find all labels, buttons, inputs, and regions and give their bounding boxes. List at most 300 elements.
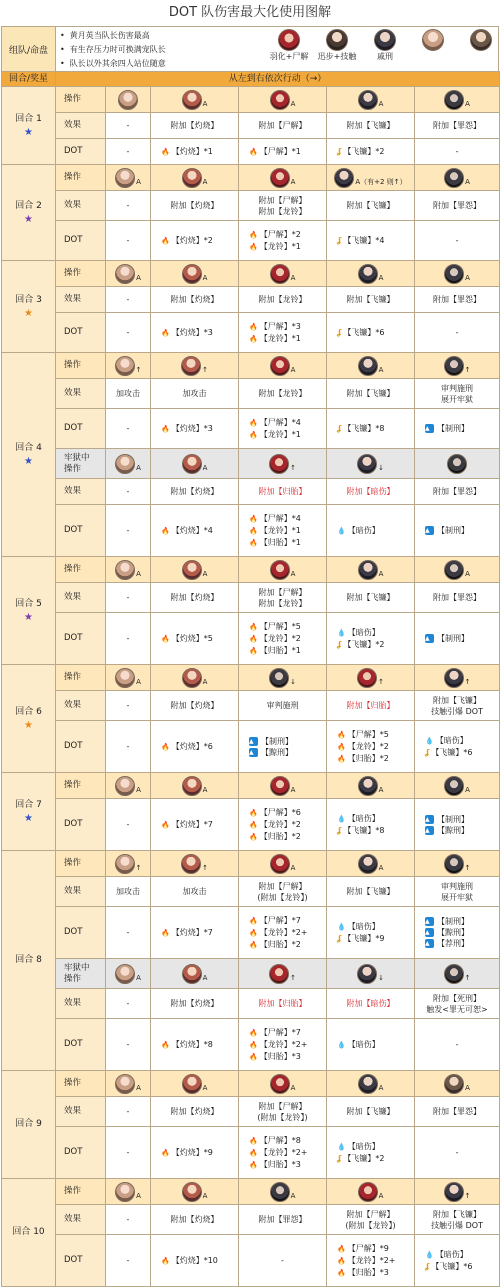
hero-avatar-icon bbox=[270, 356, 290, 376]
action-cell bbox=[151, 773, 239, 799]
dot-stack: 🔥 【尸解】*2 bbox=[249, 229, 326, 241]
hero-caption: 羽化+尸解 bbox=[269, 52, 309, 61]
action-cell bbox=[327, 773, 415, 799]
row-label: 效果 bbox=[56, 989, 106, 1019]
row-label: 牢狱中 操作 bbox=[56, 449, 106, 479]
action-cell bbox=[239, 449, 327, 479]
effect-cell: 附加【飞镰】 bbox=[327, 1097, 415, 1127]
hero-avatar-icon bbox=[182, 90, 202, 110]
dot-stack: ▲ 【黥刑】 bbox=[249, 747, 326, 758]
hero-avatar-icon bbox=[444, 854, 464, 874]
row-label: 效果 bbox=[56, 1097, 106, 1127]
round-cell bbox=[2, 1179, 56, 1287]
table-row bbox=[2, 851, 500, 877]
action-marker: A bbox=[136, 1083, 141, 1092]
action-cell bbox=[239, 959, 327, 989]
action-cell bbox=[415, 1071, 500, 1097]
effect-cell: - bbox=[106, 287, 151, 313]
effect-cell bbox=[415, 989, 500, 1019]
action-cell bbox=[151, 1179, 239, 1205]
action-marker: ↑ bbox=[135, 863, 142, 872]
row-label: DOT bbox=[56, 1235, 106, 1287]
dot-stack: ▲ 【制刑】 bbox=[425, 916, 499, 927]
dot-cell: - bbox=[106, 1235, 151, 1287]
hero-avatar-icon bbox=[115, 168, 135, 188]
dot-cell bbox=[239, 613, 327, 665]
action-cell bbox=[327, 959, 415, 989]
action-marker: A bbox=[378, 863, 384, 872]
note-item: • 黄月英当队长伤害最高 bbox=[60, 29, 166, 43]
round-cell bbox=[2, 851, 56, 1071]
table-row bbox=[2, 409, 500, 449]
row-label: DOT bbox=[56, 613, 106, 665]
effect-cell: 附加【暗伤】 bbox=[327, 479, 415, 505]
dot-cell bbox=[239, 505, 327, 557]
action-cell bbox=[106, 665, 151, 691]
dot-cell: - bbox=[239, 1235, 327, 1287]
row-label: DOT bbox=[56, 907, 106, 959]
effect-cell bbox=[239, 877, 327, 907]
dot-cell bbox=[327, 221, 415, 261]
effect-cell: - bbox=[106, 479, 151, 505]
dot-stack: 💧 【暗伤】 bbox=[425, 735, 499, 747]
action-cell bbox=[106, 959, 151, 989]
dot-stack: 🔥 【灼烧】*4 bbox=[161, 525, 238, 537]
dot-stack: 💧 【暗伤】 bbox=[337, 525, 414, 537]
hero-avatar-icon bbox=[181, 854, 201, 874]
dot-cell: - bbox=[415, 221, 500, 261]
round-column-header: 回合/奖星 bbox=[2, 72, 56, 87]
dot-stack: 💧 【暗伤】 bbox=[337, 921, 414, 933]
dot-cell: - bbox=[415, 313, 500, 353]
dot-cell: - bbox=[106, 139, 151, 165]
round-cell bbox=[2, 87, 56, 165]
dot-stack: ʆ 【飞镰】*2 bbox=[337, 146, 414, 157]
action-cell bbox=[415, 851, 500, 877]
dot-stack: 💧 【暗伤】 bbox=[337, 1141, 414, 1153]
row-label: 效果 bbox=[56, 191, 106, 221]
dot-stack: ▲ 【制刑】 bbox=[425, 814, 499, 825]
effect-cell: 审判施刑 bbox=[239, 691, 327, 721]
dot-stack: ▲ 【制刑】 bbox=[425, 525, 499, 536]
row-label: 效果 bbox=[56, 287, 106, 313]
row-label: DOT bbox=[56, 1127, 106, 1179]
dot-stack: 🔥 【尸解】*6 bbox=[249, 807, 326, 819]
star-icon: ★ bbox=[24, 812, 33, 824]
action-marker: A bbox=[202, 785, 208, 794]
star-icon: ★ bbox=[24, 455, 33, 467]
table-row bbox=[2, 691, 500, 721]
star-icon: ★ bbox=[24, 719, 33, 731]
table-row bbox=[2, 139, 500, 165]
action-marker: A bbox=[378, 365, 384, 374]
action-marker: A（有+2 则↑） bbox=[355, 177, 407, 186]
dot-cell bbox=[151, 139, 239, 165]
dot-stack: 🔥 【尸解】*1 bbox=[249, 146, 326, 158]
hero-avatar-icon bbox=[181, 356, 201, 376]
table-row bbox=[2, 221, 500, 261]
effect-text: 附加【死刑】 bbox=[433, 993, 481, 1003]
effect-text: (附加【龙铃】) bbox=[345, 1220, 396, 1230]
dot-stack: ʆ 【飞镰】*6 bbox=[425, 747, 499, 758]
action-marker: A bbox=[202, 677, 208, 686]
dot-cell bbox=[239, 221, 327, 261]
dot-stack: ▲ 【黥刑】 bbox=[425, 825, 499, 836]
table-row bbox=[2, 353, 500, 379]
action-cell bbox=[151, 449, 239, 479]
row-label: 操作 bbox=[56, 665, 106, 691]
table-row bbox=[2, 191, 500, 221]
action-marker: A bbox=[136, 973, 141, 982]
dot-cell bbox=[151, 313, 239, 353]
dot-stack: ▲ 【制刑】 bbox=[249, 736, 326, 747]
action-cell bbox=[106, 449, 151, 479]
table-row bbox=[2, 1127, 500, 1179]
dot-stack: ▲ 【制刑】 bbox=[425, 633, 499, 644]
action-cell bbox=[106, 557, 151, 583]
effect-cell bbox=[415, 877, 500, 907]
dot-cell bbox=[327, 613, 415, 665]
action-cell bbox=[415, 165, 500, 191]
hero-avatar-icon bbox=[118, 90, 138, 110]
action-marker: A bbox=[378, 1191, 384, 1200]
round-cell bbox=[2, 773, 56, 851]
hero-avatar-icon bbox=[422, 29, 444, 51]
dot-stack: 🔥 【龙铃】*2 bbox=[337, 741, 414, 753]
dot-stack: ʆ 【飞镰】*9 bbox=[337, 933, 414, 944]
table-row bbox=[2, 583, 500, 613]
hero-caption: 迅步+技触 bbox=[317, 52, 357, 61]
effect-text: 附加【尸解】 bbox=[346, 1209, 395, 1219]
dot-cell: - bbox=[106, 1019, 151, 1071]
row-label: 操作 bbox=[56, 851, 106, 877]
effect-cell: 加攻击 bbox=[151, 877, 239, 907]
dot-cell bbox=[151, 613, 239, 665]
hero-avatar-icon bbox=[270, 1074, 290, 1094]
dot-stack: 🔥 【灼烧】*10 bbox=[161, 1255, 238, 1267]
hero-avatar-icon bbox=[374, 29, 396, 51]
effect-text: 展开牢狱 bbox=[441, 892, 473, 902]
dot-stack: 🔥 【灼烧】*2 bbox=[161, 235, 238, 247]
hero-avatar-icon bbox=[270, 854, 290, 874]
action-cell bbox=[106, 851, 151, 877]
dot-stack: 🔥 【归胎】*1 bbox=[249, 537, 326, 549]
row-label: DOT bbox=[56, 221, 106, 261]
row-label: 效果 bbox=[56, 691, 106, 721]
dot-stack: 🔥 【龙铃】*1 bbox=[249, 525, 326, 537]
star-icon: ★ bbox=[24, 611, 33, 623]
hero-avatar-icon bbox=[182, 168, 202, 188]
table-row bbox=[2, 721, 500, 773]
dot-stack: ▲ 【荐刑】 bbox=[425, 938, 499, 949]
action-cell bbox=[415, 773, 500, 799]
hero-avatar-icon bbox=[115, 356, 135, 376]
dot-stack: 🔥 【灼烧】*9 bbox=[161, 1147, 238, 1159]
round-cell bbox=[2, 665, 56, 773]
dot-stack: ʆ 【飞镰】*2 bbox=[337, 1153, 414, 1164]
table-row bbox=[2, 113, 500, 139]
hero-avatar-icon bbox=[270, 776, 290, 796]
table-row bbox=[2, 479, 500, 505]
star-icon: ★ bbox=[24, 213, 33, 225]
hero-avatar-icon bbox=[444, 1074, 464, 1094]
dot-cell bbox=[327, 139, 415, 165]
effect-cell: 附加【龙铃】 bbox=[239, 379, 327, 409]
action-cell bbox=[106, 1071, 151, 1097]
round-cell bbox=[2, 1071, 56, 1179]
action-cell bbox=[327, 1179, 415, 1205]
effect-cell: 附加【灼烧】 bbox=[151, 287, 239, 313]
action-cell bbox=[151, 261, 239, 287]
effect-cell: 附加【灼烧】 bbox=[151, 113, 239, 139]
action-marker: ↑ bbox=[202, 365, 208, 374]
table-row bbox=[2, 1235, 500, 1287]
action-marker: ↑ bbox=[464, 1191, 471, 1200]
effect-cell bbox=[239, 1097, 327, 1127]
row-label: 效果 bbox=[56, 113, 106, 139]
dot-cell: - bbox=[106, 799, 151, 851]
hero-avatar-icon bbox=[115, 454, 135, 474]
effect-cell: - bbox=[106, 191, 151, 221]
action-marker: ↑ bbox=[378, 677, 384, 686]
dot-cell bbox=[327, 907, 415, 959]
dot-cell bbox=[327, 1019, 415, 1071]
action-marker: A bbox=[465, 785, 470, 794]
hero-avatar-icon bbox=[357, 964, 377, 984]
action-marker: A bbox=[378, 785, 384, 794]
round-cell bbox=[2, 353, 56, 557]
action-marker: A bbox=[290, 863, 296, 872]
action-cell bbox=[327, 87, 415, 113]
action-marker: A bbox=[290, 273, 296, 282]
action-cell bbox=[151, 1071, 239, 1097]
table-row bbox=[2, 959, 500, 989]
effect-cell: 加攻击 bbox=[106, 877, 151, 907]
row-label: 效果 bbox=[56, 1205, 106, 1235]
dot-stack: ʆ 【飞镰】*4 bbox=[337, 235, 414, 246]
hero-avatar-icon bbox=[115, 776, 135, 796]
effect-cell: - bbox=[106, 691, 151, 721]
effect-cell: 附加【飞镰】 bbox=[327, 379, 415, 409]
action-cell bbox=[106, 165, 151, 191]
dot-cell bbox=[239, 409, 327, 449]
dot-stack: 🔥 【尸解】*4 bbox=[249, 417, 326, 429]
action-marker: A bbox=[136, 177, 141, 186]
effect-cell: 加攻击 bbox=[151, 379, 239, 409]
action-marker: A bbox=[202, 177, 208, 186]
hero-avatar-icon bbox=[115, 854, 135, 874]
dot-cell: - bbox=[106, 409, 151, 449]
dot-cell bbox=[151, 907, 239, 959]
dot-cell bbox=[151, 409, 239, 449]
row-label: 操作 bbox=[56, 773, 106, 799]
action-marker: A bbox=[290, 569, 296, 578]
dot-cell bbox=[239, 1019, 327, 1071]
table-row bbox=[2, 1071, 500, 1097]
round-cell bbox=[2, 165, 56, 261]
action-cell bbox=[239, 557, 327, 583]
dot-cell bbox=[415, 409, 500, 449]
dot-stack: 🔥 【归胎】*3 bbox=[337, 1267, 414, 1279]
table-row bbox=[2, 613, 500, 665]
note-item: • 队长以外其余四人站位随意 bbox=[60, 57, 166, 71]
action-cell bbox=[415, 353, 500, 379]
table-row bbox=[2, 261, 500, 287]
hero-avatar-icon bbox=[115, 668, 135, 688]
action-marker: A bbox=[136, 677, 141, 686]
dot-stack: 🔥 【灼烧】*6 bbox=[161, 741, 238, 753]
effect-cell: 附加【飞镰】 bbox=[327, 583, 415, 613]
round-label: 回合 8 bbox=[15, 955, 42, 965]
action-cell bbox=[327, 449, 415, 479]
action-marker: ↑ bbox=[464, 973, 471, 982]
hero-avatar-icon bbox=[358, 560, 378, 580]
hero-avatar-icon bbox=[278, 29, 300, 51]
dot-cell: - bbox=[106, 505, 151, 557]
effect-text: 附加【飞镰】 bbox=[433, 695, 481, 705]
dot-stack: 🔥 【灼烧】*1 bbox=[161, 146, 238, 158]
table-row bbox=[2, 989, 500, 1019]
action-cell bbox=[106, 353, 151, 379]
effect-cell: 附加【飞镰】 bbox=[327, 191, 415, 221]
action-marker: ↑ bbox=[290, 463, 296, 472]
action-cell bbox=[106, 1179, 151, 1205]
hero-avatar-icon bbox=[182, 560, 202, 580]
action-cell bbox=[239, 665, 327, 691]
dot-cell: - bbox=[415, 139, 500, 165]
effect-cell: 附加【罪怨】 bbox=[415, 113, 500, 139]
row-label: 效果 bbox=[56, 877, 106, 907]
action-cell bbox=[415, 557, 500, 583]
dot-stack: 🔥 【尸解】*4 bbox=[249, 513, 326, 525]
row-label: DOT bbox=[56, 505, 106, 557]
effect-cell: 附加【罪怨】 bbox=[415, 583, 500, 613]
action-cell bbox=[239, 261, 327, 287]
effect-cell bbox=[415, 691, 500, 721]
row-label: DOT bbox=[56, 313, 106, 353]
hero-avatar-icon bbox=[182, 668, 202, 688]
action-marker: ↑ bbox=[290, 973, 296, 982]
table-row bbox=[2, 449, 500, 479]
effect-text: 附加【尸解】 bbox=[258, 195, 307, 205]
hero-avatar-icon bbox=[182, 964, 202, 984]
action-marker: A bbox=[465, 569, 470, 578]
hero-avatar-icon bbox=[270, 264, 290, 284]
row-label: 操作 bbox=[56, 87, 106, 113]
hero-avatar-icon bbox=[182, 1182, 202, 1202]
action-marker: A bbox=[136, 463, 141, 472]
table-row bbox=[2, 1097, 500, 1127]
hero-avatar-icon bbox=[358, 1074, 378, 1094]
dot-stack: 💧 【暗伤】 bbox=[337, 1039, 414, 1051]
effect-cell bbox=[239, 583, 327, 613]
hero-avatar-icon bbox=[444, 90, 464, 110]
action-cell bbox=[151, 353, 239, 379]
row-label: DOT bbox=[56, 139, 106, 165]
hero-avatar-icon bbox=[115, 560, 135, 580]
action-cell bbox=[415, 87, 500, 113]
effect-cell: 附加【罪怨】 bbox=[415, 479, 500, 505]
action-cell bbox=[151, 851, 239, 877]
action-marker: A bbox=[202, 273, 208, 282]
action-marker: A bbox=[202, 569, 208, 578]
row-label: 操作 bbox=[56, 1071, 106, 1097]
team-notes bbox=[60, 29, 166, 71]
action-cell bbox=[327, 557, 415, 583]
dot-stack: 🔥 【龙铃】*1 bbox=[249, 429, 326, 441]
action-cell bbox=[151, 87, 239, 113]
dot-cell bbox=[151, 221, 239, 261]
action-marker: A bbox=[202, 973, 208, 982]
action-marker: A bbox=[136, 273, 141, 282]
action-marker: A bbox=[290, 1083, 296, 1092]
dot-cell bbox=[239, 799, 327, 851]
dot-stack: ▲ 【制刑】 bbox=[425, 423, 499, 434]
round-label: 回合 2 bbox=[15, 200, 42, 211]
table-row bbox=[2, 665, 500, 691]
round-label: 回合 5 bbox=[15, 598, 42, 609]
dot-cell bbox=[415, 907, 500, 959]
action-marker: A bbox=[378, 273, 384, 282]
dot-stack: ʆ 【飞镰】*6 bbox=[337, 327, 414, 338]
action-marker: A bbox=[290, 785, 296, 794]
action-cell bbox=[106, 773, 151, 799]
hero-avatar-icon bbox=[182, 454, 202, 474]
effect-text: 技触引爆 DOT bbox=[431, 1220, 483, 1230]
page-title: DOT 队伤害最大化使用图解 bbox=[168, 5, 332, 20]
table-row bbox=[2, 907, 500, 959]
row-label: 操作 bbox=[56, 557, 106, 583]
effect-cell: 附加【灼烧】 bbox=[151, 479, 239, 505]
dot-cell bbox=[151, 1019, 239, 1071]
effect-cell: 附加【飞镰】 bbox=[327, 113, 415, 139]
dot-cell bbox=[151, 1127, 239, 1179]
action-marker: A bbox=[290, 1191, 296, 1200]
dot-stack: 🔥 【龙铃】*2+ bbox=[337, 1255, 414, 1267]
effect-cell: 附加【飞镰】 bbox=[327, 287, 415, 313]
dot-stack: 🔥 【龙铃】*2+ bbox=[249, 1039, 326, 1051]
hero-avatar-icon bbox=[270, 560, 290, 580]
effect-cell: 附加【灼烧】 bbox=[151, 989, 239, 1019]
dot-stack: 🔥 【尸解】*7 bbox=[249, 915, 326, 927]
hero-avatar-icon bbox=[269, 668, 289, 688]
hero-avatar-icon bbox=[444, 356, 464, 376]
dot-cell bbox=[327, 313, 415, 353]
action-cell bbox=[415, 959, 500, 989]
row-label: DOT bbox=[56, 1019, 106, 1071]
hero-avatar-icon bbox=[358, 264, 378, 284]
table-row bbox=[2, 505, 500, 557]
round-label: 回合 3 bbox=[15, 294, 42, 305]
action-cell bbox=[239, 773, 327, 799]
hero-avatar-icon bbox=[358, 1182, 378, 1202]
table-row bbox=[2, 287, 500, 313]
effect-cell: 附加【灼烧】 bbox=[151, 691, 239, 721]
table-row bbox=[2, 87, 500, 113]
action-marker: A bbox=[465, 177, 470, 186]
action-marker: ↓ bbox=[378, 463, 384, 472]
action-marker: ↑ bbox=[464, 365, 471, 374]
dot-stack: 🔥 【尸解】*3 bbox=[249, 321, 326, 333]
effect-cell: 附加【暗伤】 bbox=[327, 989, 415, 1019]
effect-cell: 附加【归胎】 bbox=[327, 691, 415, 721]
dot-stack: 🔥 【尸解】*5 bbox=[249, 621, 326, 633]
round-cell bbox=[2, 261, 56, 353]
action-cell bbox=[239, 87, 327, 113]
action-cell bbox=[239, 1179, 327, 1205]
hero-avatar-icon bbox=[444, 560, 464, 580]
hero-avatar-icon bbox=[182, 1074, 202, 1094]
